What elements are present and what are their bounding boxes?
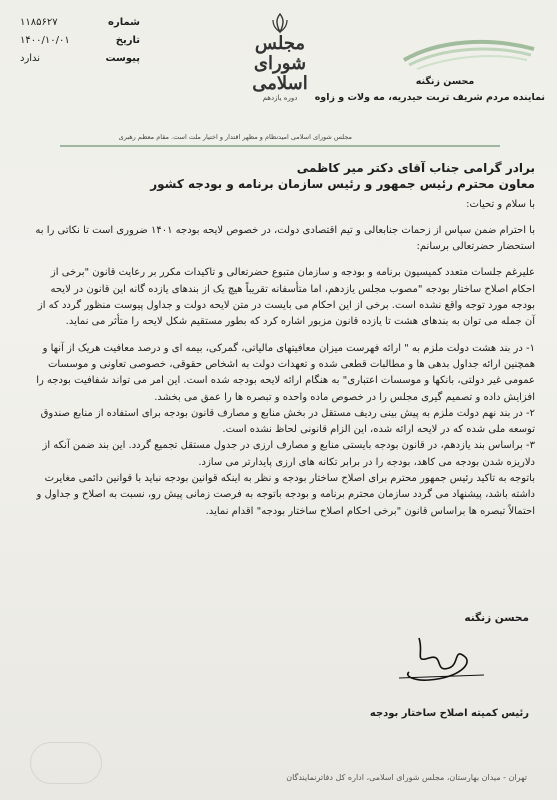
number-row <box>20 14 140 32</box>
header-divider <box>60 145 500 147</box>
attachment-value: ندارد <box>20 53 41 64</box>
addressee-line-2: معاون محترم رئیس جمهور و رئیس سازمان برنامه و بودجه کشور <box>150 177 535 192</box>
date-value: ۱۴۰۰/۱۰/۰۱ <box>20 35 70 46</box>
number-value: ۱۱۸۵۶۲۷ <box>20 17 58 28</box>
signer-title: رئیس کمیته اصلاح ساختار بودجه <box>369 708 529 719</box>
list-item-3: ۳- براساس بند یازدهم، در قانون بودجه بایستی منابع و مصارف ارزی در جدول مستقل تجمیع گردد. این بند ضمن آنکه از دلاریزه شدن بودجه می کاهد، بودجه را در برابر تکانه های ارزی پایدارتر می سازد. <box>42 440 535 468</box>
signature-block <box>369 612 529 688</box>
signer-name: محسن زنگنه <box>464 612 529 624</box>
sender-block <box>295 74 545 106</box>
faded-stamp <box>30 742 102 784</box>
greeting: با سلام و تحیات: <box>466 198 535 210</box>
letter-body <box>25 160 535 520</box>
term-label: دوره یازدهم <box>262 94 298 102</box>
addressee-line-1: برادر گرامی جناب آقای دکتر میر کاظمی <box>296 161 535 175</box>
logo-emblem <box>399 35 539 75</box>
closing-paragraph: باتوجه به تاکید رئیس جمهور محترم برای اصلاح ساختار بودجه و نظر به اینکه قوانین بودجه نباید با قوانین دائمی مغایرت داشته باشد، پیشنهاد می گردد سازمان محترم برنامه و بودجه باتوجه به فرصت زمانی پیش رو، نسبت به اصلاح و جداول و احتمالاً تبصره ها براساس قانون "برخی احکام اصلاح ساختار بودجه" اقدام نماید. <box>36 473 535 517</box>
handwritten-signature <box>389 628 499 688</box>
emblem-icon <box>269 12 291 34</box>
list-item-1: ۱- در بند هشت دولت ملزم به " ارائه فهرست میزان معافیتهای مالیاتی، گمرکی، بیمه ای و درصد معافیت هریک از آنها و همچنین ارائه جداول بدهی ها و مطالبات قطعی شده و تعهدات دولت به اشخاص حقوقی، خصوصی تعاونی و موسسات عمومی غیر دولتی، بانکها و موسسات اعتباری" به هنگام ارائه لایحه بودجه شده است. این امر می تواند شفافیت بودجه را افزایش داده و تصمیم گیری مجلس را در خصوص ماده واحده و تبصره ها را عمق می بخشد. <box>36 342 535 403</box>
letter-meta <box>20 14 140 68</box>
sender-role: نماینده مردم شریف تربت حیدریه، مه ولات و زاوه <box>314 92 545 103</box>
list-item-2: ۲- در بند نهم دولت ملزم به پیش بینی ردیف مستقل در بخش منابع و مصارف قانون بودجه برای استفاده از منابع صندوق توسعه ملی شده که در لایحه ارائه شده، این الزام قانونی لحاظ نشده است. <box>40 407 535 436</box>
paragraph-1: با احترام ضمن سپاس از زحمات جنابعالی و تیم اقتصادی دولت، در خصوص لایحه بودجه ۱۴۰۱ ضروری است تا نکاتی را به استحضار حضرتعالی برسانم: <box>35 224 535 253</box>
attachment-row <box>20 50 140 68</box>
org-name: مجلس شورای اسلامی <box>252 33 308 94</box>
paragraph-2: علیرغم جلسات متعدد کمیسیون برنامه و بودجه و سازمان متبوع حضرتعالی و تاکیدات مکرر بر رعایت قانون "برخی از احکام اصلاح ساختار بودجه "مصوب مجلس یازدهم، اما متأسفانه تقریباً هیچ یک از بندهای یازده گانه این قانون در لایحه بودجه مورد توجه واقع نشده است. برخی از این احکام می بایست در متن لایحه دولت و جداول پیوست منظور گردد که از آن جمله می توان به بندهای هشت تا یازده قانون مزبور اشاره کرد که بطور مستقیم شکل لایحه را متأثر می نماید. <box>37 267 535 328</box>
motto: مجلس شورای اسلامی امیدنظام و مظهر اقتدار و اختیار ملت است. مقام معظم رهبری <box>118 133 352 141</box>
number-label: شماره <box>108 17 140 28</box>
footer-address: تهران - میدان بهارستان، مجلس شورای اسلامی، اداره کل دفاترنمایندگان <box>286 773 527 782</box>
date-label: تاریخ <box>115 35 140 46</box>
swoosh-logo-icon <box>399 35 539 75</box>
attachment-label: پیوست <box>105 53 140 64</box>
sender-name: محسن زنگنه <box>415 76 475 87</box>
date-row <box>20 32 140 50</box>
